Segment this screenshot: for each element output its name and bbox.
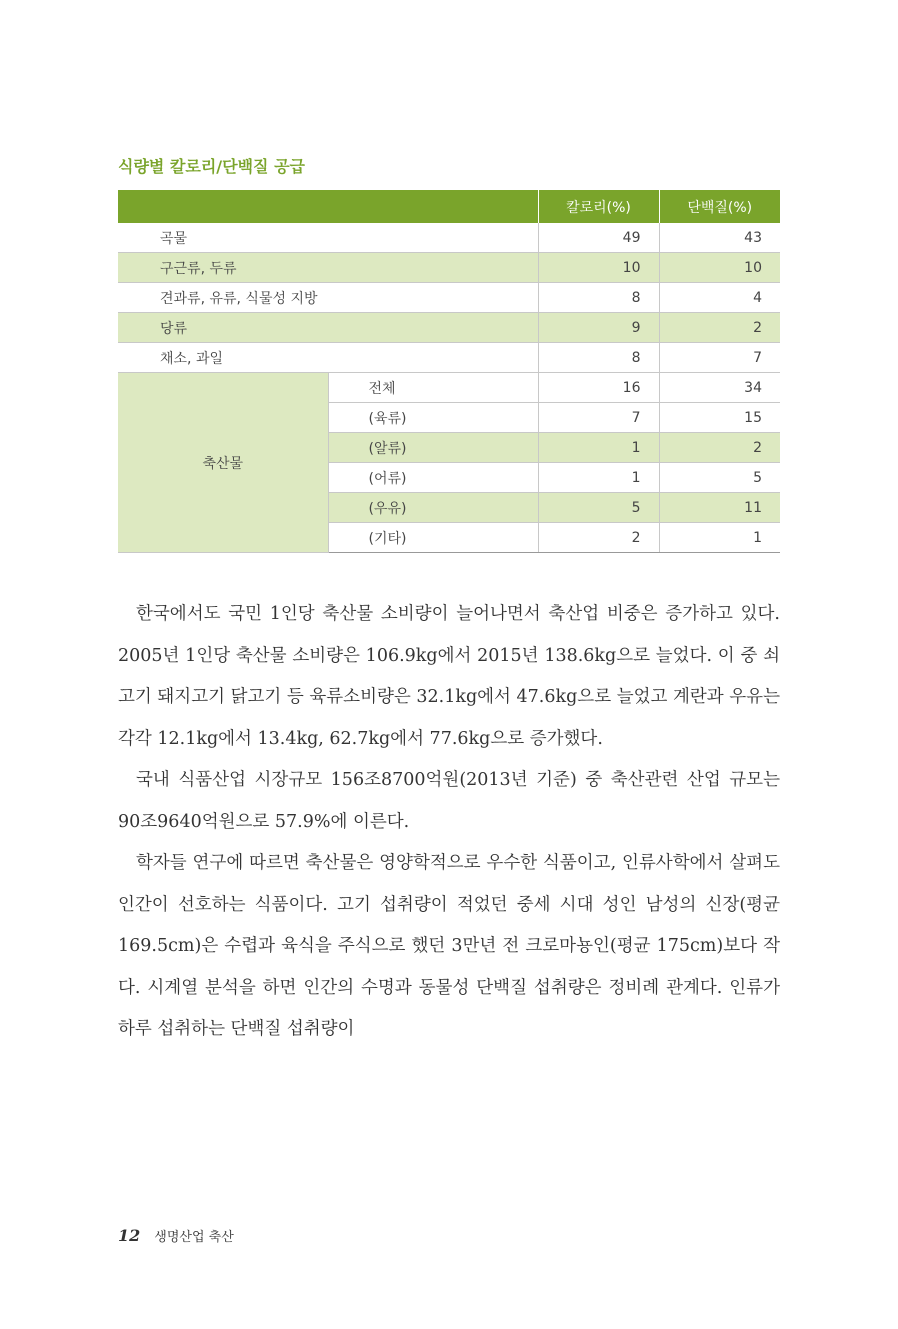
page-footer: [118, 1226, 234, 1245]
calorie-cell: 49: [538, 223, 659, 253]
table-row: [118, 313, 780, 343]
row-label: 견과류, 유류, 식물성 지방: [118, 283, 538, 313]
book-title: 생명산업 축산: [154, 1230, 234, 1245]
protein-cell: 5: [659, 463, 780, 493]
calorie-cell: 16: [538, 373, 659, 403]
paragraph: 국내 식품산업 시장규모 156조8700억원(2013년 기준) 중 축산관련 산업 규모는 90조9640억원으로 57.9%에 이른다.: [118, 770, 780, 832]
calorie-cell: 8: [538, 283, 659, 313]
table-row: [118, 253, 780, 283]
table-row: [118, 283, 780, 313]
calorie-cell: 1: [538, 463, 659, 493]
row-label: 당류: [118, 313, 538, 343]
paragraph: 한국에서도 국민 1인당 축산물 소비량이 늘어나면서 축산업 비중은 증가하고 있다. 2005년 1인당 축산물 소비량은 106.9kg에서 2015년 138.6kg으로 늘었다. 이 중 쇠고기 돼지고기 닭고기 등 육류소비량은 32.1kg에서 47.6kg으로 늘었고 계란과 우유는 각각 12.1kg에서 13.4kg, 62.7kg에서 77.6kg으로 증가했다.: [118, 604, 780, 749]
body-text: [118, 594, 780, 1051]
header-blank: [118, 190, 538, 223]
row-label: 채소, 과일: [118, 343, 538, 373]
protein-cell: 43: [659, 223, 780, 253]
food-supply-table: [118, 190, 780, 553]
table-row: [118, 223, 780, 253]
group-label-livestock: 축산물: [118, 373, 328, 553]
page-number: 12: [118, 1226, 141, 1245]
table-row: [118, 373, 780, 403]
sub-row-label: (기타): [328, 523, 538, 553]
sub-row-label: (우유): [328, 493, 538, 523]
header-calorie: 칼로리(%): [538, 190, 659, 223]
sub-row-label: 전체: [328, 373, 538, 403]
sub-row-label: (육류): [328, 403, 538, 433]
protein-cell: 10: [659, 253, 780, 283]
sub-row-label: (알류): [328, 433, 538, 463]
paragraph: 학자들 연구에 따르면 축산물은 영양학적으로 우수한 식품이고, 인류사학에서 살펴도 인간이 선호하는 식품이다. 고기 섭취량이 적었던 중세 시대 성인 남성의 신장(평균 169.5cm)은 수렵과 육식을 주식으로 했던 3만년 전 크로마뇽인(평균 175cm)보다 작다. 시계열 분석을 하면 인간의 수명과 동물성 단백질 섭취량은 정비례 관계다. 인류가 하루 섭취하는 단백질 섭취량이: [118, 853, 780, 1039]
calorie-cell: 2: [538, 523, 659, 553]
protein-cell: 11: [659, 493, 780, 523]
table-caption: 식량별 칼로리/단백질 공급: [118, 157, 306, 176]
calorie-cell: 1: [538, 433, 659, 463]
protein-cell: 7: [659, 343, 780, 373]
protein-cell: 2: [659, 313, 780, 343]
protein-cell: 34: [659, 373, 780, 403]
header-protein: 단백질(%): [659, 190, 780, 223]
row-label: 구근류, 두류: [118, 253, 538, 283]
calorie-cell: 5: [538, 493, 659, 523]
protein-cell: 2: [659, 433, 780, 463]
calorie-cell: 7: [538, 403, 659, 433]
calorie-cell: 9: [538, 313, 659, 343]
protein-cell: 4: [659, 283, 780, 313]
row-label: 곡물: [118, 223, 538, 253]
table-row: [118, 343, 780, 373]
table-header-row: [118, 190, 780, 223]
protein-cell: 1: [659, 523, 780, 553]
protein-cell: 15: [659, 403, 780, 433]
calorie-cell: 8: [538, 343, 659, 373]
calorie-cell: 10: [538, 253, 659, 283]
sub-row-label: (어류): [328, 463, 538, 493]
